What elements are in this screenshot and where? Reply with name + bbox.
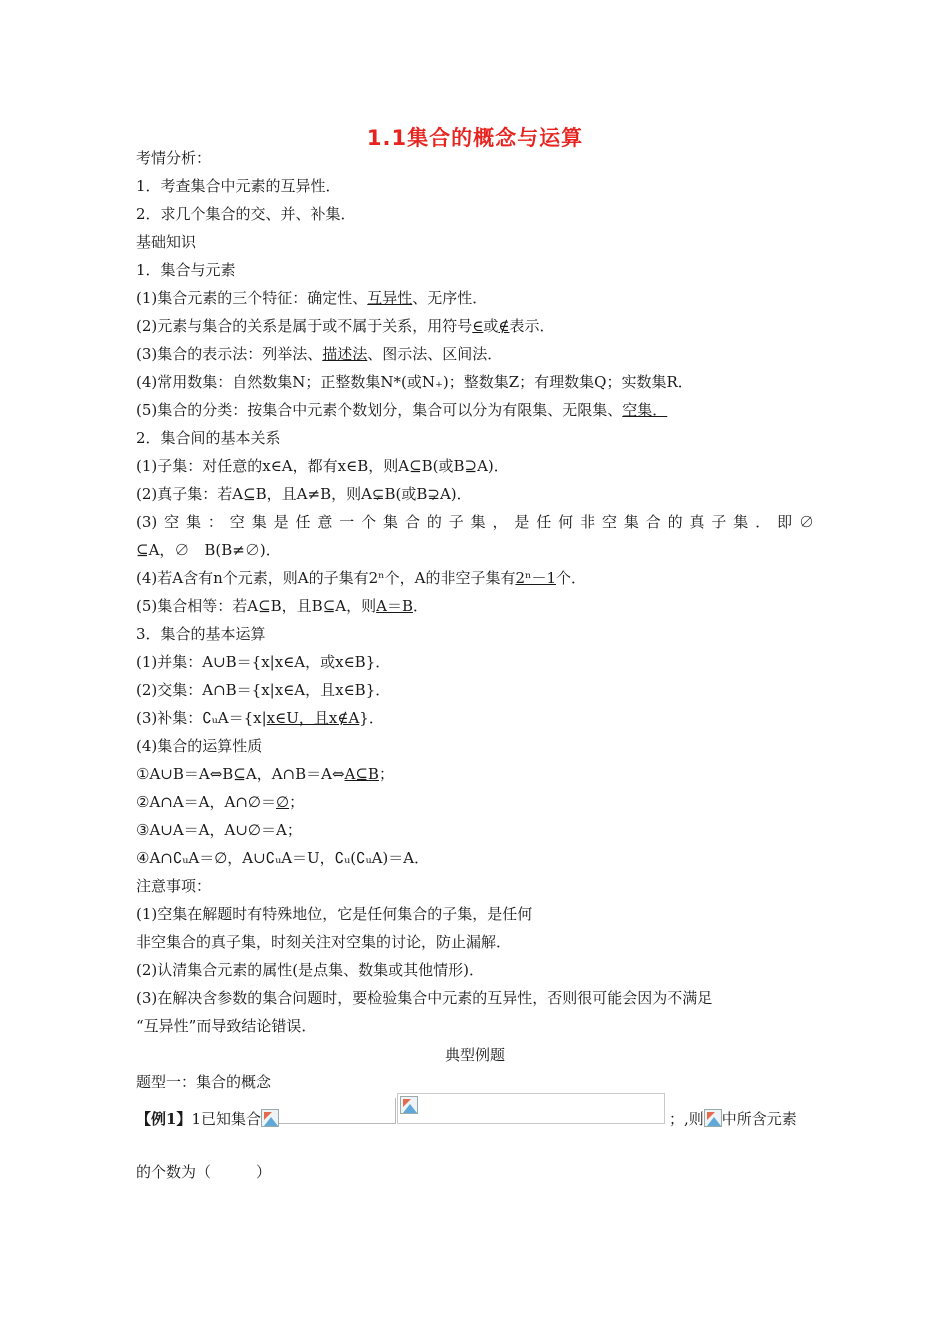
- topic-heading: 题型一：集合的概念: [136, 1073, 272, 1091]
- knowledge-line: (2)交集：A∩B＝{x|x∈A，且x∈B}．: [136, 681, 391, 699]
- knowledge-line: ⊆A，∅ B(B≠∅)．: [136, 541, 281, 559]
- knowledge-line: (3)空集：空集是任意一个集合的子集，是任何非空集合的真子集．即∅: [136, 513, 814, 531]
- note-line: (3)在解决含参数的集合问题时，要检验集合中元素的互异性，否则很可能会因为不满足: [136, 989, 713, 1007]
- knowledge-line: (1)并集：A∪B＝{x|x∈A，或x∈B}．: [136, 653, 391, 671]
- note-line: 非空集合的真子集，时刻关注对空集的讨论，防止漏解．: [136, 933, 512, 951]
- knowledge-line: (4)集合的运算性质: [136, 737, 263, 755]
- knowledge-line: ②A∩A＝A，A∩∅＝∅；: [136, 793, 305, 811]
- note-line: (1)空集在解题时有特殊地位，它是任何集合的子集，是任何: [136, 905, 533, 923]
- note-line: (2)认清集合元素的属性(是点集、数集或其他情形)．: [136, 961, 484, 979]
- typical-examples-heading: 典型例题: [444, 1046, 505, 1064]
- analysis-point-2: 2．求几个集合的交、并、补集．: [136, 205, 356, 223]
- page-title: 1.1集合的概念与运算: [366, 126, 584, 150]
- example-1-question: 【例1】1已知集合 ；,则 中所含元素: [136, 1110, 797, 1128]
- knowledge-line: ③A∪A＝A，A∪∅＝A；: [136, 821, 302, 839]
- exam-analysis-heading: 考情分析：: [136, 149, 212, 167]
- section-set-and-element: 1．集合与元素: [136, 261, 236, 279]
- analysis-point-1: 1．考查集合中元素的互异性．: [136, 177, 341, 195]
- note-line: “互异性”而导致结论错误．: [136, 1017, 317, 1035]
- knowledge-line: (4)若A含有n个元素，则A的子集有2ⁿ个，A的非空子集有2ⁿ－1个．: [136, 569, 587, 587]
- knowledge-line: (5)集合相等：若A⊆B，且B⊆A，则A＝B．: [136, 597, 428, 615]
- knowledge-line: (3)补集：∁ᵤA＝{x|x∈U，且x∉A}．: [136, 709, 384, 727]
- knowledge-line: ①A∪B＝A⇔B⊆A，A∩B＝A⇔A⊆B；: [136, 765, 394, 783]
- broken-image-icon: [704, 1109, 722, 1127]
- knowledge-line: ④A∩∁ᵤA＝∅，A∪∁ᵤA＝U，∁ᵤ(∁ᵤA)＝A．: [136, 849, 430, 867]
- knowledge-line: (1)集合元素的三个特征：确定性、互异性、无序性．: [136, 289, 488, 307]
- section-set-relations: 2．集合间的基本关系: [136, 429, 281, 447]
- knowledge-line: (5)集合的分类：按集合中元素个数划分，集合可以分为有限集、无限集、空集．: [136, 401, 668, 419]
- knowledge-line: (2)真子集：若A⊆B，且A≠B，则A⊊B(或B⊋A)．: [136, 485, 472, 503]
- section-set-operations: 3．集合的基本运算: [136, 625, 266, 643]
- example-1-answer-prompt: 的个数为（ ）: [136, 1163, 272, 1181]
- knowledge-line: (3)集合的表示法：列举法、描述法、图示法、区间法．: [136, 345, 503, 363]
- basic-knowledge-heading: 基础知识: [136, 233, 197, 251]
- notes-heading: 注意事项：: [136, 877, 212, 895]
- knowledge-line: (2)元素与集合的关系是属于或不属于关系，用符号∈或∉表示．: [136, 317, 555, 335]
- knowledge-line: (4)常用数集：自然数集N；正整数集N*(或N₊)；整数集Z；有理数集Q；实数集R．: [136, 373, 693, 391]
- broken-image-icon: [261, 1109, 279, 1127]
- knowledge-line: (1)子集：对任意的x∈A，都有x∈B，则A⊆B(或B⊇A)．: [136, 457, 509, 475]
